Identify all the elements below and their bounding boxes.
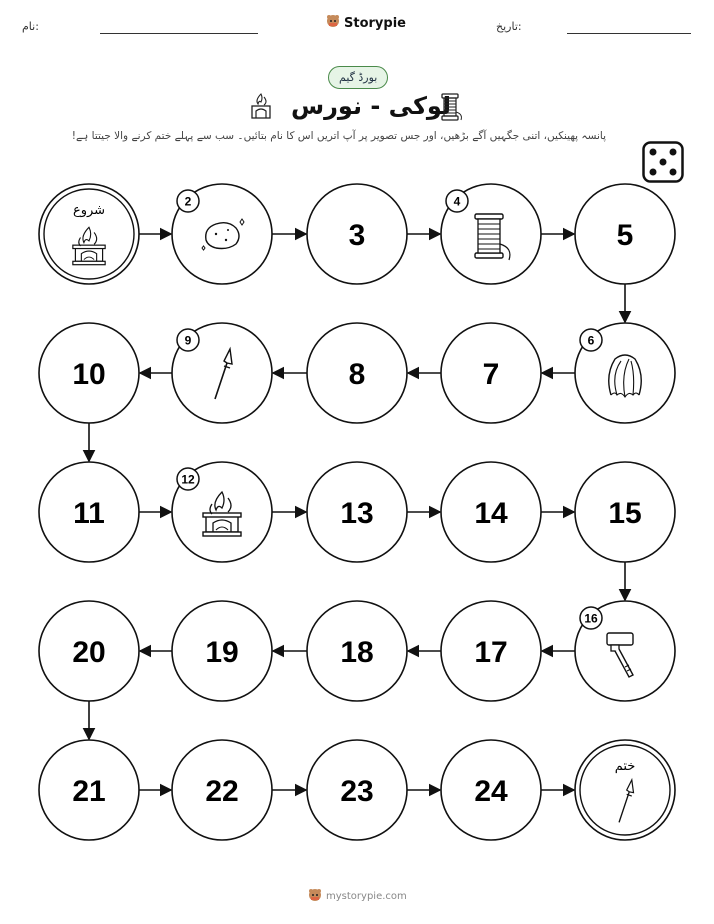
- footer-url[interactable]: mystorypie.com: [326, 891, 407, 902]
- space-number: 17: [474, 636, 508, 669]
- space-number: 21: [72, 775, 106, 808]
- board-space-19[interactable]: [172, 601, 272, 701]
- space-number: 23: [340, 775, 374, 808]
- board-space-8[interactable]: [307, 323, 407, 423]
- space-number: 15: [608, 497, 642, 530]
- start-label: شروع: [72, 203, 106, 218]
- space-number: 7: [482, 358, 500, 391]
- board-space-5[interactable]: [575, 184, 675, 284]
- board-space-25[interactable]: [575, 740, 675, 840]
- board-space-17[interactable]: [441, 601, 541, 701]
- space-number: 2: [184, 194, 192, 209]
- space-number: 11: [73, 497, 105, 530]
- brand-name: Storypie: [344, 15, 406, 31]
- board-space-20[interactable]: [39, 601, 139, 701]
- space-circle: [39, 184, 139, 284]
- board-space-24[interactable]: [441, 740, 541, 840]
- space-number: 3: [348, 219, 366, 252]
- board-space-11[interactable]: [39, 462, 139, 562]
- space-number: 9: [184, 333, 192, 348]
- space-number: 24: [474, 775, 508, 808]
- footer: [308, 888, 407, 905]
- space-circle: [575, 740, 675, 840]
- name-label: نام:: [22, 20, 39, 33]
- category-badge: بورڈ گیم: [328, 66, 388, 89]
- date-label: تاریخ:: [496, 20, 522, 33]
- board-space-18[interactable]: [307, 601, 407, 701]
- finish-label: ختم: [614, 759, 636, 774]
- board-space-23[interactable]: [307, 740, 407, 840]
- board-space-2[interactable]: [172, 184, 272, 284]
- board-space-6[interactable]: [575, 323, 675, 423]
- board-space-16[interactable]: [575, 601, 675, 701]
- space-number: 5: [616, 219, 634, 252]
- board-space-12[interactable]: [172, 462, 272, 562]
- board-space-15[interactable]: [575, 462, 675, 562]
- space-number: 18: [340, 636, 374, 669]
- board-space-1[interactable]: [39, 184, 139, 284]
- board-space-9[interactable]: [172, 323, 272, 423]
- board-space-14[interactable]: [441, 462, 541, 562]
- space-number: 6: [587, 333, 595, 348]
- board-space-13[interactable]: [307, 462, 407, 562]
- space-number: 10: [72, 358, 106, 391]
- board-space-4[interactable]: [441, 184, 541, 284]
- space-number: 20: [72, 636, 106, 669]
- space-number: 14: [474, 497, 508, 530]
- space-number: 12: [181, 472, 195, 487]
- bear-logo-icon: [308, 888, 322, 905]
- page-title: لوکی - نورس: [291, 92, 451, 120]
- space-number: 22: [205, 775, 239, 808]
- space-number: 4: [453, 194, 461, 209]
- instructions: پانسہ پھینکیں، اتنی جگہیں آگے بڑھیں، اور جس تصویر پر آپ اتریں اس کا نام بتائیں۔ سب سے پہلے ختم کرنے والا جیتتا ہے!: [71, 130, 606, 142]
- board-space-10[interactable]: [39, 323, 139, 423]
- board-space-22[interactable]: [172, 740, 272, 840]
- space-number: 19: [205, 636, 239, 669]
- space-number: 13: [340, 497, 374, 530]
- board-space-7[interactable]: [441, 323, 541, 423]
- space-number: 8: [348, 358, 366, 391]
- board-space-21[interactable]: [39, 740, 139, 840]
- space-number: 16: [584, 611, 598, 626]
- board-space-3[interactable]: [307, 184, 407, 284]
